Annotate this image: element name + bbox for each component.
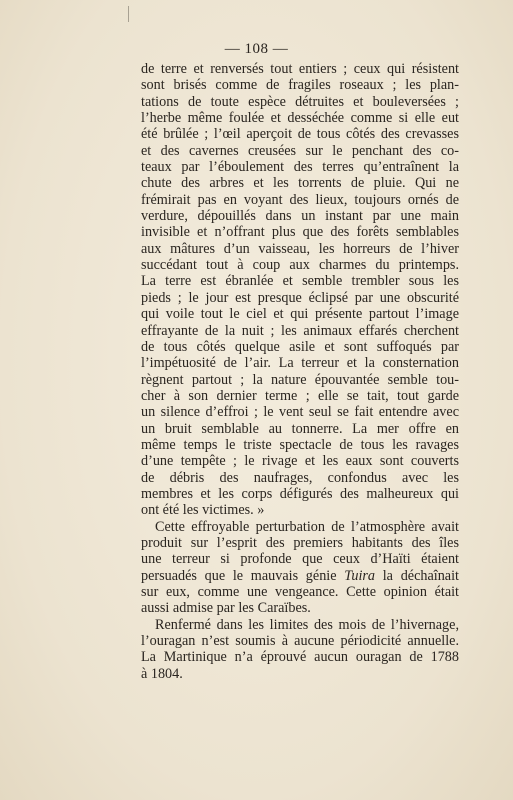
text-line: sur eux, comme une vengeance. Cette opinion était (141, 584, 459, 600)
text-line: La terre est ébranlée et semble trembler sous les (141, 273, 459, 290)
text-line: produit sur l’esprit des premiers habitants des îles (141, 534, 459, 551)
text-line: ont été les victimes. » (141, 502, 265, 519)
page-number: — 108 — (224, 41, 289, 57)
text-line: sont brisés comme de fragiles roseaux ; les plan- (141, 77, 459, 94)
text-line: une terreur si profonde que ceux d’Haïti étaient (141, 551, 459, 568)
text-line: tations de toute espèce détruites et bouleversées ; (141, 93, 459, 110)
text-line: à 1804. (141, 665, 183, 682)
page-edge-mark (128, 6, 129, 22)
text-line: cher à son dernier terme ; elle se tait, tout garde (141, 387, 459, 404)
text-line: un silence d’effroi ; le vent seul se fait entendre avec (141, 404, 459, 421)
text-line: membres et les corps défigurés des malheureux qui (141, 485, 459, 502)
text-line: règnent partout ; la nature épouvantée semble tou- (141, 371, 459, 388)
text-line: de débris des naufrages, confondus avec les (141, 469, 459, 486)
text-line: Renfermé dans les limites des mois de l’hivernage, (155, 616, 459, 633)
text-line: aussi admise par les Caraïbes. (141, 600, 311, 617)
text-line: Cette effroyable perturbation de l’atmosphère avait (155, 518, 459, 535)
text-line: effrayante de la nuit ; les animaux effarés cherchent (141, 322, 459, 339)
text-line: de tous côtés quelque asile et sont suffoqués par (141, 338, 459, 355)
text-line: verdure, dépouillés dans un instant par une main (141, 208, 459, 225)
text-line: persuadés que le mauvais génie Tuira la déchaînait (141, 567, 459, 584)
text-line: pieds ; le jour est presque éclipsé par une obscurité (141, 289, 459, 306)
text-line: qui voile tout le ciel et qui présente partout l’image (141, 306, 459, 323)
text-line: teaux par l’éboulement des terres qu’entraînent la (141, 159, 459, 176)
text-line: aux mâtures d’un vaisseau, les horreurs de l’hiver (141, 240, 459, 257)
text-line: l’herbe même foulée et desséchée comme si elle eut (141, 110, 459, 127)
text-line: l’impétuosité de l’air. La terreur et la consternation (141, 355, 459, 372)
text-line: succédant tout à coup aux charmes du printemps. (141, 257, 459, 274)
text-line: d’une tempête ; le rivage et les eaux sont couverts (141, 453, 459, 470)
text-line: même temps le triste spectacle de tous les ravages (141, 436, 459, 453)
italic-word: Tuira (344, 567, 376, 584)
text-line: La Martinique n’a éprouvé aucun ouragan de 1788 (141, 649, 459, 666)
text-line: été brûlée ; l’œil aperçoit de tous côtés des crevasses (141, 126, 459, 143)
body-text (141, 61, 459, 682)
text-line: un bruit semblable au tonnerre. La mer offre en (141, 420, 459, 437)
text-line: de terre et renversés tout entiers ; ceux qui résistent (141, 61, 459, 77)
text-line: frémirait pas en voyant des lieux, toujours ornés de (141, 191, 459, 208)
text-line: l’ouragan n’est soumis à aucune périodicité annuelle. (141, 633, 459, 650)
text-line: invisible et n’offrant plus que des forêts semblables (141, 224, 459, 241)
text-line: chute des arbres et les torrents de pluie. Qui ne (141, 175, 459, 192)
text-line: et des cavernes creusées sur le penchant des co- (141, 142, 459, 159)
